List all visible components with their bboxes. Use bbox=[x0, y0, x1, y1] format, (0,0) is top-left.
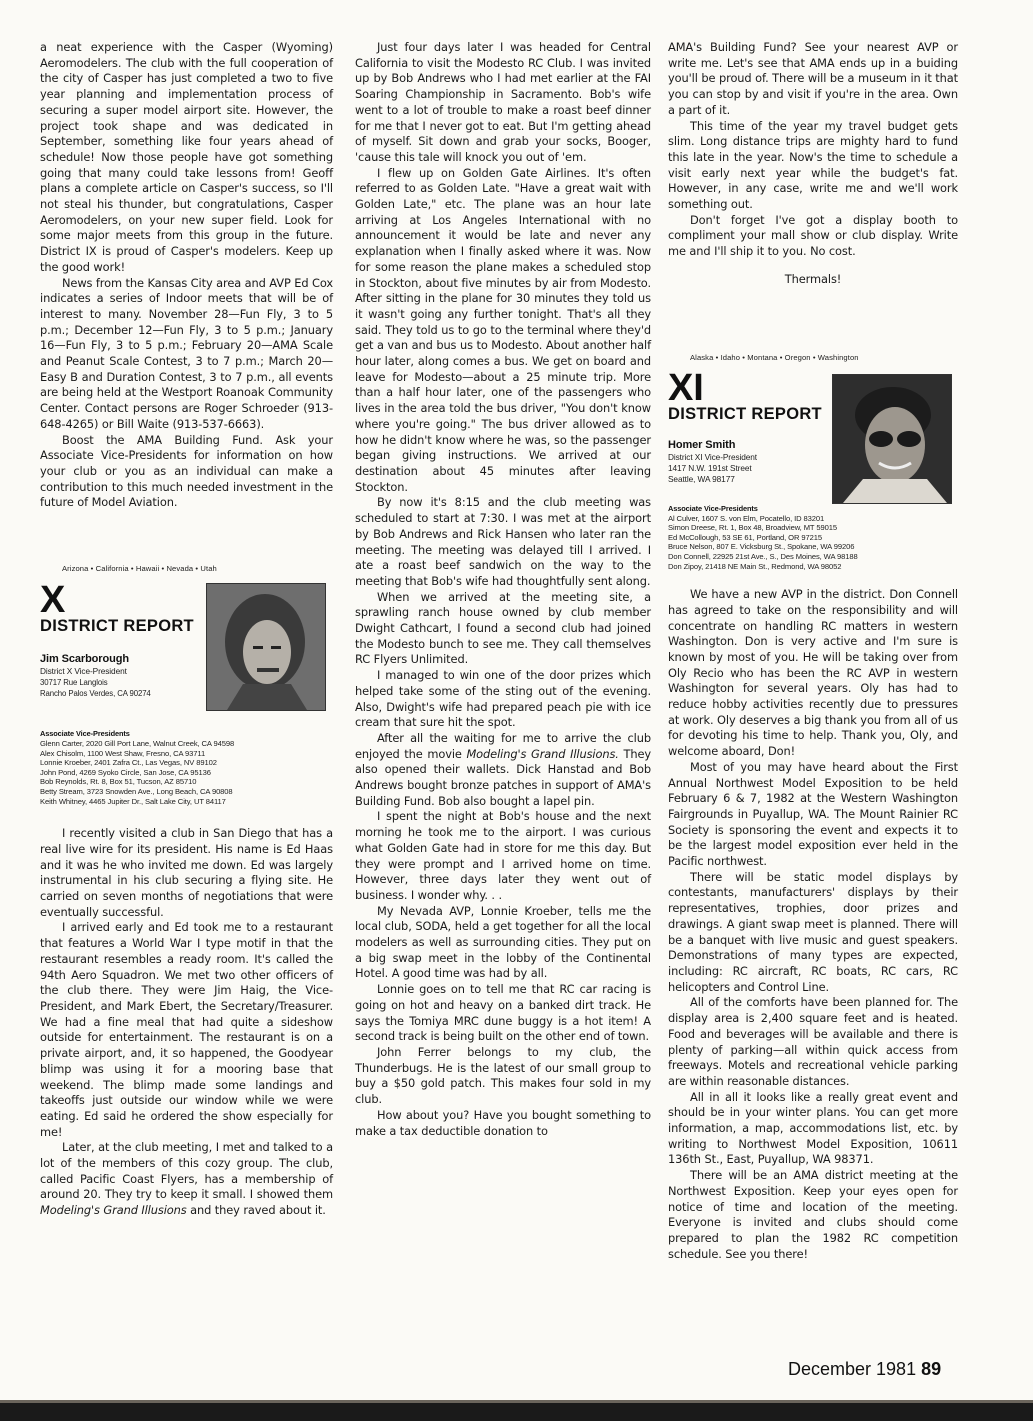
paragraph: I arrived early and Ed took me to a restaurant that features a World War I type motif in that the restaurant resembles a ready room. It's called the 94th Aero Squadron. We met two other officers of the club there. They were Jim Haig, the Vice-President, and Mark Ebert, the Secretary/Treasurer. We had a fine meal that had quite a sideshow outside for entertainment. The restaurant is on a private airport, and, it so happened, the Goodyear blimp was using it for a mooring base that weekend. The blimp made some landings and takeoffs just outside our window while we were eating. Ed said he ordered the show especially for me! bbox=[40, 920, 333, 1139]
avp-entry: Bruce Nelson, 807 E. Vicksburg St., Spokane, WA 99206 bbox=[668, 542, 855, 552]
avp-heading: Associate Vice-Presidents bbox=[668, 503, 758, 513]
vp-title: District XI Vice-President bbox=[668, 451, 758, 462]
avp-entry: Betty Stream, 3723 Snowden Ave., Long Beach, CA 90808 bbox=[40, 787, 233, 797]
page-number: 89 bbox=[921, 1359, 942, 1379]
issue-date: December 1981 bbox=[788, 1359, 917, 1379]
paragraph: News from the Kansas City area and AVP Ed Cox indicates a series of Indoor meets that will be of interest to many. November 28—Fun Fly, 3 to 5 p.m.; December 12—Fun Fly, 3 to 5 p.m.; January 16—Fun Fly, 3 to 5 p.m.; February 20—AMA Scale and Peanut Scale Contest, 3 to 7 p.m.; March 20—Easy B and Duration Contest, 3 to 7 p.m., all events are being held at the Westport Roanoak Community Center. Contact persons are Roger Schroeder (913-648-4265) or Bill Waite (913-537-6663). bbox=[40, 275, 334, 431]
closing-signoff: Thermals! bbox=[784, 271, 842, 286]
vp-portrait-photo bbox=[206, 583, 326, 711]
paragraph: Lonnie goes on to tell me that RC car racing is going on hot and heavy on a banked dirt track. He says the Tomiya MRC dune buggy is a hot item! A second track is being built on the other end of town. bbox=[355, 982, 651, 1044]
vp-name: Jim Scarborough bbox=[40, 652, 129, 665]
paragraph: There will be an AMA district meeting at the Northwest Exposition. Keep your eyes open for notice of time and location of the meeting. Everyone is invited and clubs should come prepared to plan the 1982 RC competition schedule. See you there! bbox=[668, 1168, 958, 1261]
portrait-icon bbox=[207, 584, 325, 710]
column-right bbox=[668, 40, 958, 1262]
avp-list bbox=[40, 739, 333, 806]
paragraph: How about you? Have you bought something to make a tax deductible donation to bbox=[355, 1107, 651, 1138]
paragraph: Boost the AMA Building Fund. Ask your Associate Vice-Presidents for information on how your club or you as an individual can make a contribution to this much needed investment in the future of Model Aviation. bbox=[40, 432, 333, 510]
paragraph-text: Later, at the club meeting, I met and talked to a lot of the members of this cozy group. The club, called Pacific Coast Flyers, has a membership of around 20. They try to keep it small. I showed them bbox=[40, 1140, 333, 1202]
district-numeral: XI bbox=[668, 367, 704, 410]
page-footer bbox=[788, 1359, 941, 1380]
paragraph-text: After all the waiting for me to arrive the club enjoyed the movie bbox=[355, 730, 651, 761]
avp-entry: Don Connell, 22925 21st Ave., S., Des Moines, WA 98188 bbox=[668, 551, 858, 561]
vp-title: District X Vice-President bbox=[40, 665, 127, 676]
avp-entry: John Pond, 4269 Syoko Circle, San Jose, CA 95136 bbox=[40, 767, 211, 777]
vp-address: Seattle, WA 98177 bbox=[668, 473, 735, 484]
paragraph bbox=[40, 1140, 333, 1219]
district-states: Arizona • California • Hawaii • Nevada • Utah bbox=[62, 564, 217, 574]
paragraph: I managed to win one of the door prizes which helped take some of the sting out of the evening. Also, Dwight's wife had prepared peach pie with ice cream that sure hit the spot. bbox=[355, 668, 651, 730]
paragraph-text: and they raved about it. bbox=[186, 1203, 326, 1218]
paragraph: John Ferrer belongs to my club, the Thunderbugs. He is the latest of our small group to buy a $50 gold patch. This makes four sold in my club. bbox=[355, 1045, 651, 1107]
paragraph: Don't forget I've got a display booth to compliment your mall show or club display. Write me and I'll ship it to you. No cost. bbox=[668, 212, 958, 259]
paragraph: By now it's 8:15 and the club meeting was scheduled to start at 7:30. I was met at the airport by Bob Andrews and Rick Hansen who later ran the meeting. The meeting was delayed till I arrived. I ate a roast beef sandwich on the way to the meeting that Bob's wife had thoughtfully sent along. bbox=[355, 495, 651, 588]
district-report-title: DISTRICT REPORT bbox=[40, 616, 194, 635]
paragraph: AMA's Building Fund? See your nearest AVP or write me. Let's see that AMA ends up in a buiding you'll be proud of. There will be a museum in it that you can stop by and visit if you're in the area. Own a part of it. bbox=[668, 40, 958, 117]
paragraph: a neat experience with the Casper (Wyoming) Aeromodelers. The club with the full cooperation of the city of Casper has just completed a two to five year planning and implementation process of securing a super model airport site. However, the project took shape and was dedicated in September, something like four years ahead of schedule! Now those people have got something going that many could take lessons from! Geoff plans a complete article on Casper's success, so I'll not steal his thunder, but congratulations, Casper Aeromodelers, on your new super field. Look for some major meets from this group in the future. District IX is proud of Casper's modelers. Keep up the good work! bbox=[40, 40, 333, 274]
paragraph: When we arrived at the meeting site, a sprawling ranch house owned by club member Dwight Cathcart, I found a second club had joined the Modesto bunch to see me. They call themselves RC Flyers Unlimited. bbox=[355, 589, 651, 667]
paragraph: I recently visited a club in San Diego that has a real live wire for its president. His name is Ed Haas and it was he who invited me down. Ed was largely instrumental in his club securing a flying site. He carried on seven months of negotiations that were eventually successful. bbox=[40, 826, 333, 919]
portrait-icon bbox=[833, 375, 951, 503]
paragraph: There will be static model displays by contestants, manufacturers' displays by their representatives, trophies, door prizes and drawings. A giant swap meet is planned. There will be a banquet with live music and guest speakers. Demonstrations of many types are expected, including: RC aircraft, RC boats, RC cars, RC helicopters and Control Line. bbox=[668, 869, 958, 994]
avp-entry: Lonnie Kroeber, 2401 Zafra Ct., Las Vegas, NV 89102 bbox=[40, 758, 217, 768]
avp-list bbox=[668, 514, 958, 572]
paragraph: All of the comforts have been planned for. The display area is 2,400 square feet and is heated. Food and beverages will be available and there is plenty of parking—all within quick access from freeways. Motels and recreational vehicle parking are within reasonable distances. bbox=[668, 995, 958, 1088]
paragraph: We have a new AVP in the district. Don Connell has agreed to take on the responsibility and will concentrate on handling RC matters in western Washington. Don is very active and I'm sure is known by most of you. He will be taking over from Oly Recio who has been the RC AVP in western Washington for several years. Oly has had to reduce hobby activities recently due to pressures at work. Oly deserves a big thank you from all of us for devoting his time to help. Thank you, Oly, and welcome aboard, Don! bbox=[668, 587, 958, 759]
avp-entry: Al Culver, 1607 S. von Elm, Pocatello, ID 83201 bbox=[668, 513, 825, 523]
avp-entry: Don Zipoy, 21418 NE Main St., Redmond, WA 98052 bbox=[668, 561, 842, 571]
avp-entry: Glenn Carter, 2020 Gill Port Lane, Walnut Creek, CA 94598 bbox=[40, 739, 235, 749]
paragraph: I flew up on Golden Gate Airlines. It's often referred to as Golden Late. "Have a great wait with Golden Late," etc. The plane was an hour late arriving at Los Angeles International with no announcement it would be late and never any explanation when I finally asked where it was. Now for some reason the plane makes a scheduled stop in Stockton, about five minutes by air from Modesto. After sitting in the plane for 30 minutes they told us it wasn't going any further tonight. That's all they said. They told us to go to the terminal where they'd get a van and bus us to Modesto. About another half hour later, along comes a bus. We get on board and leave for Modesto—about a 25 minute trip. More than a half hour later, one of the passengers who lives in the area told the bus driver, "You don't know where you're going." The bus driver allowed as to how he didn't know where he was, so the passenger began giving instructions. We arrived at our destination about 45 minutes after leaving Stockton. bbox=[355, 165, 651, 494]
district-numeral: X bbox=[40, 578, 66, 621]
movie-title: Modeling's Grand Illusions bbox=[40, 1203, 187, 1218]
column-left bbox=[40, 40, 333, 1219]
vp-address: 1417 N.W. 191st Street bbox=[668, 462, 752, 473]
avp-entry: Alex Chisolm, 1100 West Shaw, Fresno, CA 93711 bbox=[40, 748, 206, 758]
paragraph bbox=[355, 731, 651, 810]
district-x-header bbox=[40, 561, 333, 721]
paragraph-text: They also opened their wallets. Dick Hanstad and Bob Andrews bought bronze patches in support of AMA's Building Fund. Bob also bought a lapel pin. bbox=[355, 746, 651, 808]
avp-entry: Bob Reynolds, Rt. 8, Box 51, Tucson, AZ 85710 bbox=[40, 777, 197, 787]
district-report-title: DISTRICT REPORT bbox=[668, 405, 822, 424]
vp-name: Homer Smith bbox=[668, 438, 736, 451]
avp-entry: Simon Dreese, Rt. 1, Box 48, Broadview, MT 59015 bbox=[668, 523, 837, 533]
movie-title: Modeling's Grand Illusions. bbox=[466, 746, 619, 761]
district-states: Alaska • Idaho • Montana • Oregon • Washington bbox=[690, 352, 859, 362]
paragraph: All in all it looks like a really great event and should be in your winter plans. You can get more information, a map, accommodations list, etc. by writing to Northwest Model Exposition, 10611 136th St., East, Puyallup, WA 98371. bbox=[668, 1089, 958, 1167]
vp-address: Rancho Palos Verdes, CA 90274 bbox=[40, 688, 151, 698]
paragraph: I spent the night at Bob's house and the next morning he took me to the airport. I was curious what Golden Gate had in store for me this day. But they were prompt and I arrived home on time. However, three days later they went out of business. I wonder why. . . bbox=[355, 809, 651, 902]
paragraph: Just four days later I was headed for Central California to visit the Modesto RC Club. I was invited up by Bob Andrews who I had met earlier at the FAI Soaring Championship in Sacramento. Bob's wife went to a lot of trouble to make a roast beef dinner for me that I never got to eat. But I'm getting ahead of myself. Sit down and grab your socks, Booger, 'cause this tale will knock you out of 'em. bbox=[355, 40, 651, 164]
avp-entry: Ed McCollough, 53 SE 61, Portland, OR 97215 bbox=[668, 532, 822, 542]
avp-heading: Associate Vice-Presidents bbox=[40, 729, 130, 739]
column-middle bbox=[355, 40, 651, 1139]
avp-entry: Keith Whitney, 4465 Jupiter Dr., Salt Lake City, UT 84117 bbox=[40, 796, 226, 806]
paragraph: My Nevada AVP, Lonnie Kroeber, tells me the local club, SODA, held a get together for all the local modelers as well as surrounding cities. They put on a big swap meet in the lobby of the Continental Hotel. A good time was had by all. bbox=[355, 903, 651, 981]
paragraph: This time of the year my travel budget gets slim. Long distance trips are mighty hard to fund this late in the year. Now's the time to schedule a visit early next year while the budget's fat. However, in any case, write me and we'll work something out. bbox=[668, 118, 958, 212]
vp-portrait-photo bbox=[832, 374, 952, 504]
district-xi-header bbox=[668, 350, 958, 490]
vp-address: 30717 Rue Langlois bbox=[40, 677, 108, 687]
paragraph: Most of you may have heard about the First Annual Northwest Model Exposition to be held February 6 & 7, 1982 at the Western Washington Fairgrounds in Puyallup, WA. The Mount Rainier RC Society is sponsoring the event and expects it to be the largest model exposition ever held in the Pacific northwest. bbox=[668, 759, 958, 869]
